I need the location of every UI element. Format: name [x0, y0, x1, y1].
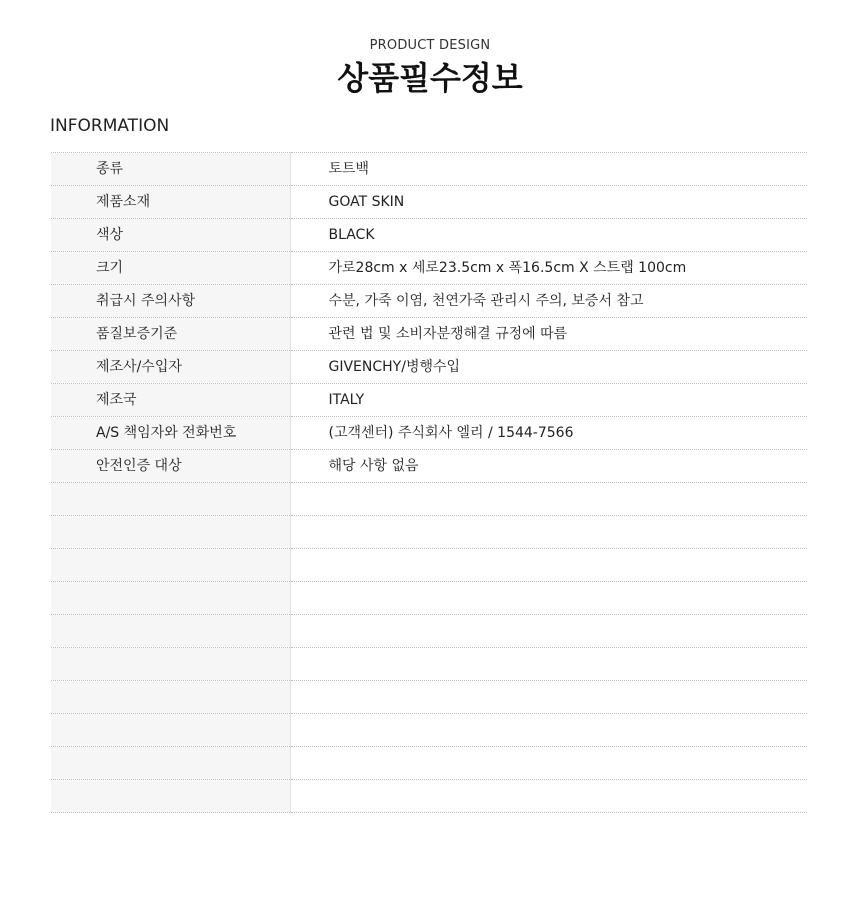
table-row — [51, 285, 807, 318]
row-value-empty — [290, 681, 807, 714]
table-row-empty — [51, 648, 807, 681]
table-row — [51, 450, 807, 483]
row-label-empty — [51, 714, 290, 747]
row-value-empty — [290, 714, 807, 747]
row-value: BLACK — [290, 219, 807, 252]
table-row-empty — [51, 549, 807, 582]
table-row-empty — [51, 516, 807, 549]
row-value-empty — [290, 648, 807, 681]
table-row-empty — [51, 747, 807, 780]
row-label: 크기 — [51, 252, 290, 285]
table-row-empty — [51, 714, 807, 747]
row-value: ITALY — [290, 384, 807, 417]
row-label: 제조사/수입자 — [51, 351, 290, 384]
row-label: 품질보증기준 — [51, 318, 290, 351]
section-label-information: INFORMATION — [50, 116, 170, 136]
table-row-empty — [51, 681, 807, 714]
page-title: 상품필수정보 — [337, 59, 523, 97]
page-subtitle: PRODUCT DESIGN — [369, 38, 491, 53]
table-row — [51, 318, 807, 351]
row-label-empty — [51, 582, 290, 615]
table-row-empty — [51, 582, 807, 615]
row-value-empty — [290, 615, 807, 648]
row-value-empty — [290, 780, 807, 813]
row-label-empty — [51, 516, 290, 549]
row-label: A/S 책임자와 전화번호 — [51, 417, 290, 450]
row-label-empty — [51, 648, 290, 681]
row-value: GOAT SKIN — [290, 186, 807, 219]
row-value: 토트백 — [290, 153, 807, 186]
table-row — [51, 252, 807, 285]
row-value-empty — [290, 516, 807, 549]
row-label: 제품소재 — [51, 186, 290, 219]
row-label: 제조국 — [51, 384, 290, 417]
row-label: 취급시 주의사항 — [51, 285, 290, 318]
table-row — [51, 351, 807, 384]
table-row — [51, 384, 807, 417]
row-value: GIVENCHY/병행수입 — [290, 351, 807, 384]
row-label-empty — [51, 549, 290, 582]
table-row — [51, 219, 807, 252]
table-row-empty — [51, 615, 807, 648]
row-value: 해당 사항 없음 — [290, 450, 807, 483]
table-row — [51, 186, 807, 219]
row-label-empty — [51, 747, 290, 780]
row-value-empty — [290, 549, 807, 582]
table-row — [51, 153, 807, 186]
row-label: 안전인증 대상 — [51, 450, 290, 483]
row-value: 수분, 가죽 이염, 천연가죽 관리시 주의, 보증서 참고 — [290, 285, 807, 318]
row-value: 가로28cm x 세로23.5cm x 폭16.5cm X 스트랩 100cm — [290, 252, 807, 285]
row-value-empty — [290, 582, 807, 615]
row-label: 색상 — [51, 219, 290, 252]
page-header — [0, 38, 860, 98]
table-row — [51, 417, 807, 450]
row-value-empty — [290, 483, 807, 516]
row-label: 종류 — [51, 153, 290, 186]
row-label-empty — [51, 483, 290, 516]
table-row-empty — [51, 483, 807, 516]
row-value-empty — [290, 747, 807, 780]
table-row-empty — [51, 780, 807, 813]
row-value: 관련 법 및 소비자분쟁해결 규정에 따름 — [290, 318, 807, 351]
row-value: (고객센터) 주식회사 엘리 / 1544-7566 — [290, 417, 807, 450]
row-label-empty — [51, 780, 290, 813]
row-label-empty — [51, 681, 290, 714]
row-label-empty — [51, 615, 290, 648]
product-info-table — [51, 152, 807, 813]
